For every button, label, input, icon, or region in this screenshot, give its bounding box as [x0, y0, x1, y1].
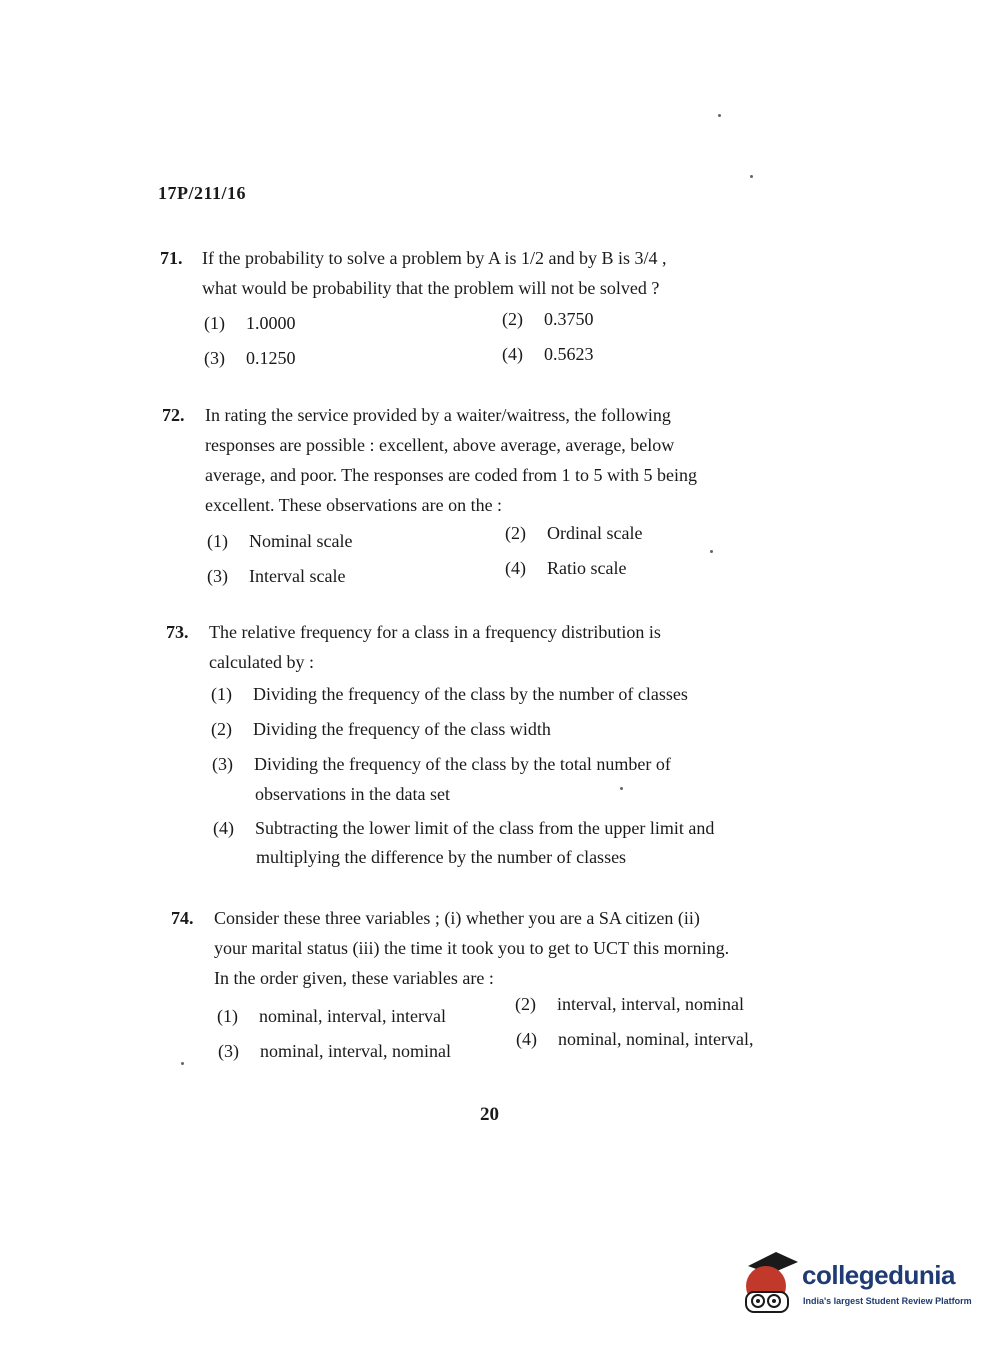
option-number: (4) — [213, 818, 234, 838]
option-number: (4) — [505, 558, 526, 578]
option — [211, 682, 688, 706]
option-number: (1) — [207, 531, 228, 551]
option-number: (4) — [502, 344, 523, 364]
option-number: (2) — [515, 994, 536, 1014]
option-text: Interval scale — [249, 566, 346, 586]
page-number: 20 — [480, 1104, 499, 1125]
option-text: Subtracting the lower limit of the class from the upper limit and — [255, 818, 715, 838]
option-number: (1) — [211, 684, 232, 704]
scan-speck — [750, 175, 753, 178]
option — [204, 346, 296, 370]
question-line: average, and poor. The responses are coded from 1 to 5 with 5 being — [205, 465, 698, 485]
question-line: responses are possible : excellent, above average, average, below — [205, 435, 675, 455]
option-text: Dividing the frequency of the class by the total number of — [254, 754, 671, 774]
scan-speck — [718, 114, 721, 117]
option-text: Ordinal scale — [547, 523, 643, 543]
question-line: In the order given, these variables are : — [214, 968, 494, 988]
option-number: (3) — [212, 754, 233, 774]
scan-speck — [620, 787, 623, 790]
question-line: what would be probability that the problem will not be solved ? — [202, 278, 660, 298]
option-number: (4) — [516, 1029, 537, 1049]
option-number: (3) — [218, 1041, 239, 1061]
option — [515, 992, 744, 1016]
brand-tagline: India's largest Student Review Platform — [803, 1296, 972, 1306]
option-text: 0.5623 — [544, 344, 594, 364]
scan-speck — [710, 550, 713, 553]
option-number: (2) — [505, 523, 526, 543]
option — [516, 1027, 753, 1051]
question-number: 72. — [162, 405, 185, 425]
option-number: (2) — [502, 309, 523, 329]
option-number: (2) — [211, 719, 232, 739]
option-continuation: observations in the data set — [255, 784, 450, 804]
option-text: Ratio scale — [547, 558, 627, 578]
option — [217, 1004, 446, 1028]
scan-speck — [181, 1062, 184, 1065]
option-text: Nominal scale — [249, 531, 353, 551]
option — [218, 1039, 451, 1063]
paper-code: 17P/211/16 — [158, 183, 247, 203]
option-continuation: multiplying the difference by the number of classes — [256, 847, 627, 867]
option — [505, 556, 626, 580]
question-line: excellent. These observations are on the : — [205, 495, 503, 515]
question-number: 73. — [166, 622, 189, 642]
question-line: If the probability to solve a problem by A is 1/2 and by B is 3/4 , — [202, 248, 667, 268]
option-text: 1.0000 — [246, 313, 296, 333]
brand-name: collegedunia — [802, 1260, 955, 1290]
option — [207, 564, 345, 588]
option — [207, 529, 352, 553]
option — [212, 752, 671, 776]
question-line: calculated by : — [209, 652, 314, 672]
option-text: nominal, interval, interval — [259, 1006, 446, 1026]
question-line: Consider these three variables ; (i) whether you are a SA citizen (ii) — [214, 908, 700, 928]
option-text: nominal, nominal, interval, — [558, 1029, 754, 1049]
option-number: (3) — [207, 566, 228, 586]
option — [505, 521, 642, 545]
mascot-icon — [740, 1248, 800, 1318]
question-number: 71. — [160, 248, 183, 268]
question-line: In rating the service provided by a waiter/waitress, the following — [205, 405, 671, 425]
question-line: your marital status (iii) the time it took you to get to UCT this morning. — [214, 938, 730, 958]
option-text: 0.1250 — [246, 348, 296, 368]
option — [204, 311, 296, 335]
option — [211, 717, 551, 741]
question-number: 74. — [171, 908, 194, 928]
option — [502, 342, 594, 366]
option-text: Dividing the frequency of the class width — [253, 719, 551, 739]
collegedunia-watermark — [740, 1248, 970, 1328]
option-number: (1) — [204, 313, 225, 333]
option-number: (3) — [204, 348, 225, 368]
option-text: 0.3750 — [544, 309, 594, 329]
option-number: (1) — [217, 1006, 238, 1026]
option-text: Dividing the frequency of the class by the number of classes — [253, 684, 688, 704]
option-text: nominal, interval, nominal — [260, 1041, 451, 1061]
question-line: The relative frequency for a class in a frequency distribution is — [209, 622, 661, 642]
option — [502, 307, 594, 331]
option-text: interval, interval, nominal — [557, 994, 744, 1014]
option — [213, 816, 714, 840]
